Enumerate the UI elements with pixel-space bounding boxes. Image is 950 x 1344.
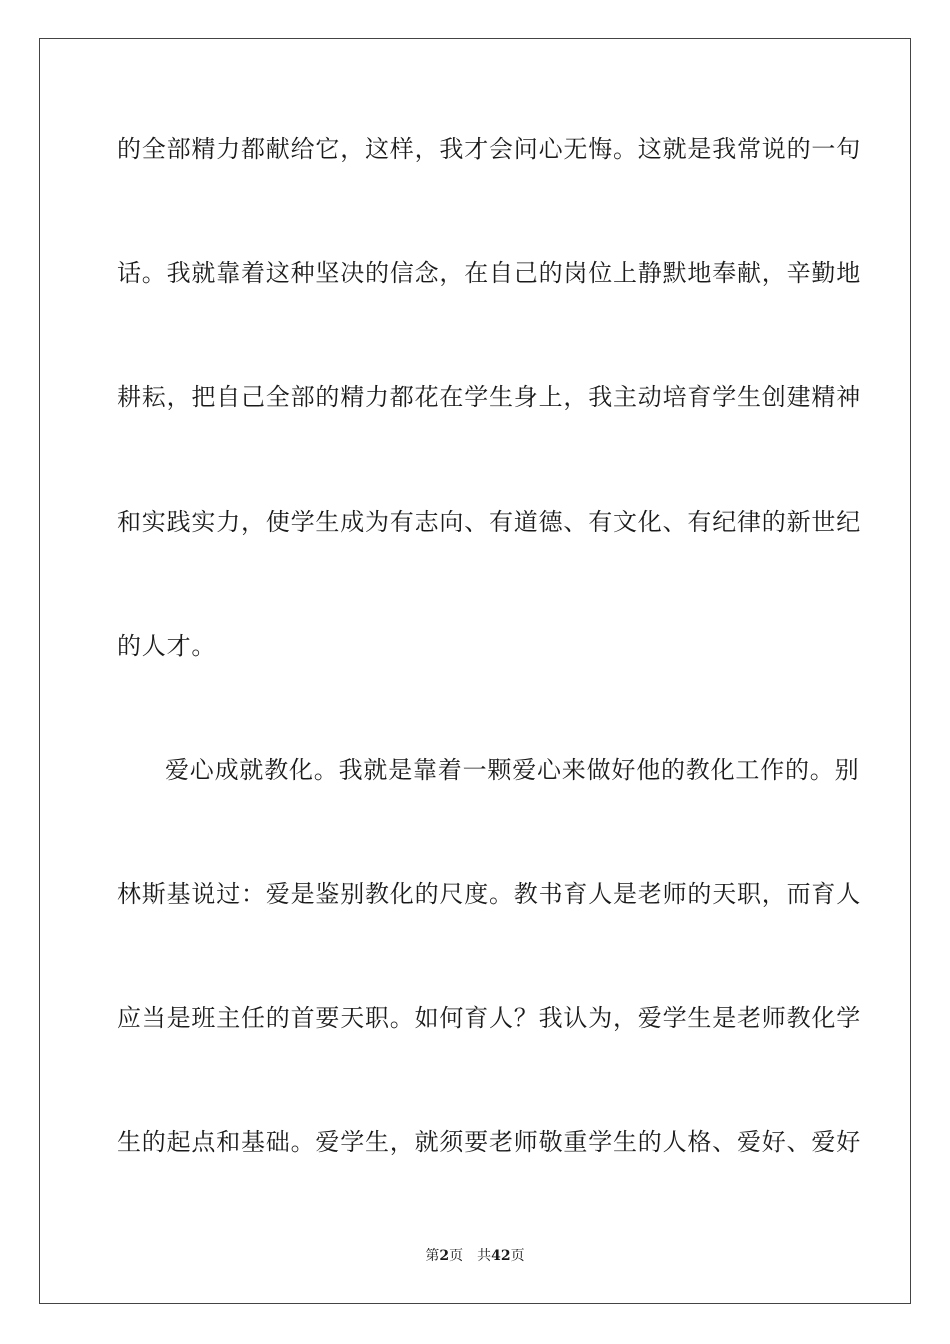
body-text-line-5: 的人才。	[117, 632, 217, 660]
footer-total-prefix: 共	[477, 1248, 492, 1264]
body-text-line-4: 和实践实力，使学生成为有志向、有道德、有文化、有纪律的新世纪	[117, 508, 861, 536]
body-text-line-9: 生的起点和基础。爱学生，就须要老师敬重学生的人格、爱好、爱好	[117, 1128, 861, 1156]
footer-total-pages: 42	[491, 1248, 511, 1264]
page-border	[39, 38, 911, 1304]
page-footer	[0, 1246, 950, 1266]
body-text-line-6-paragraph-start: 爱心成就教化。我就是靠着一颗爱心来做好他的教化工作的。别	[165, 756, 860, 784]
footer-page-number: 2	[439, 1248, 450, 1264]
body-text-line-2: 话。我就靠着这种坚决的信念，在自己的岗位上静默地奉献，辛勤地	[117, 259, 861, 287]
body-text-line-7: 林斯基说过：爱是鉴别教化的尺度。教书育人是老师的天职，而育人	[117, 880, 861, 908]
body-text-line-1: 的全部精力都献给它，这样，我才会问心无悔。这就是我常说的一句	[117, 135, 861, 163]
body-text-line-8: 应当是班主任的首要天职。如何育人？我认为，爱学生是老师教化学	[117, 1004, 861, 1032]
body-text-line-3: 耕耘，把自己全部的精力都花在学生身上，我主动培育学生创建精神	[117, 383, 861, 411]
footer-page-prefix: 第	[425, 1248, 440, 1264]
footer-total-suffix: 页	[510, 1248, 525, 1264]
footer-page-suffix: 页	[449, 1248, 464, 1264]
